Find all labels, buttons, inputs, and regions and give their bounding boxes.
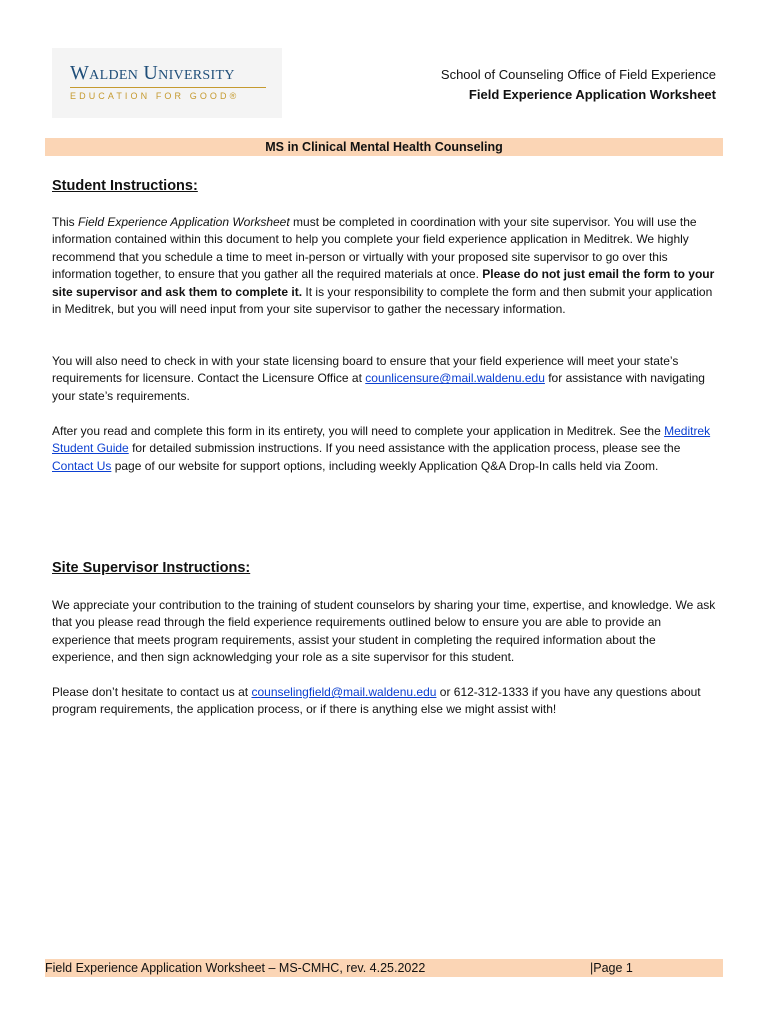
logo-tagline: EDUCATION FOR GOOD® [70, 91, 240, 101]
footer-document-info: Field Experience Application Worksheet – MS-CMHC, rev. 4.25.2022 [45, 961, 426, 975]
page-footer [45, 959, 723, 977]
meditrek-guide-link[interactable]: Meditrek Student Guide [52, 424, 711, 456]
document-title: Field Experience Application Worksheet [468, 87, 716, 102]
student-paragraph-1: This Field Experience Application Worksheet must be completed in coordination with your site supervisor. You will use the information contained within this document to help you complete your field experience application in Meditrek. We highly recommend that you schedule a time to meet in-person or virtually with your proposed site supervisor to go over this information together, to ensure that you gather all the required materials at once. Please do not just email the form to your site supervisor and ask them to complete it. It is your responsibility to complete the form and then submit your application in Meditrek, but you will need input from your site supervisor to gather the necessary information. [52, 215, 715, 317]
contact-us-link[interactable]: Contact Us [52, 458, 112, 473]
logo-wordmark: Walden University [70, 62, 235, 84]
site-supervisor-instructions-heading: Site Supervisor Instructions: [52, 560, 251, 576]
field-email-link[interactable]: counselingfield@mail.waldenu.edu [251, 685, 437, 699]
supervisor-paragraph-2: Please don’t hesitate to contact us at counselingfield@mail.waldenu.edu or 612-312-1333 if you have any questions about program requirements, the application process, or if there is anything else we might assist with! [52, 685, 701, 717]
logo-divider [70, 87, 266, 88]
student-paragraph-3: After you read and complete this form in its entirety, you will need to complete your application in Meditrek. See the Meditrek Student Guide for detailed submission instructions. If you need assistance with the application process, please see the Contact Us page of our website for support options, including weekly Application Q&A Drop-In calls held via Zoom. [52, 424, 711, 473]
student-paragraph-2: You will also need to check in with your state licensing board to ensure that your field experience will meet your state’s requirements for licensure. Contact the Licensure Office at counlicensure@mail.waldenu.edu for assistance with navigating your state’s requirements. [52, 354, 705, 403]
document-header [441, 65, 716, 105]
supervisor-paragraph-1: We appreciate your contribution to the training of student counselors by sharing your time, expertise, and knowledge. We ask that you please read through the field experience requirements outlined below to ensure you are able to provide an experience that meets program requirements, assist your student in completing the required information about the experience, and then sign acknowledging your role as a site supervisor for this student. [52, 598, 716, 665]
licensure-email-link[interactable]: counlicensure@mail.waldenu.edu [365, 371, 545, 386]
program-band: MS in Clinical Mental Health Counseling [45, 138, 723, 156]
walden-logo [52, 48, 282, 118]
student-instructions-heading: Student Instructions: [52, 178, 198, 194]
office-name: School of Counseling Office of Field Experience [440, 67, 716, 82]
footer-page-number: |Page 1 [590, 961, 633, 975]
